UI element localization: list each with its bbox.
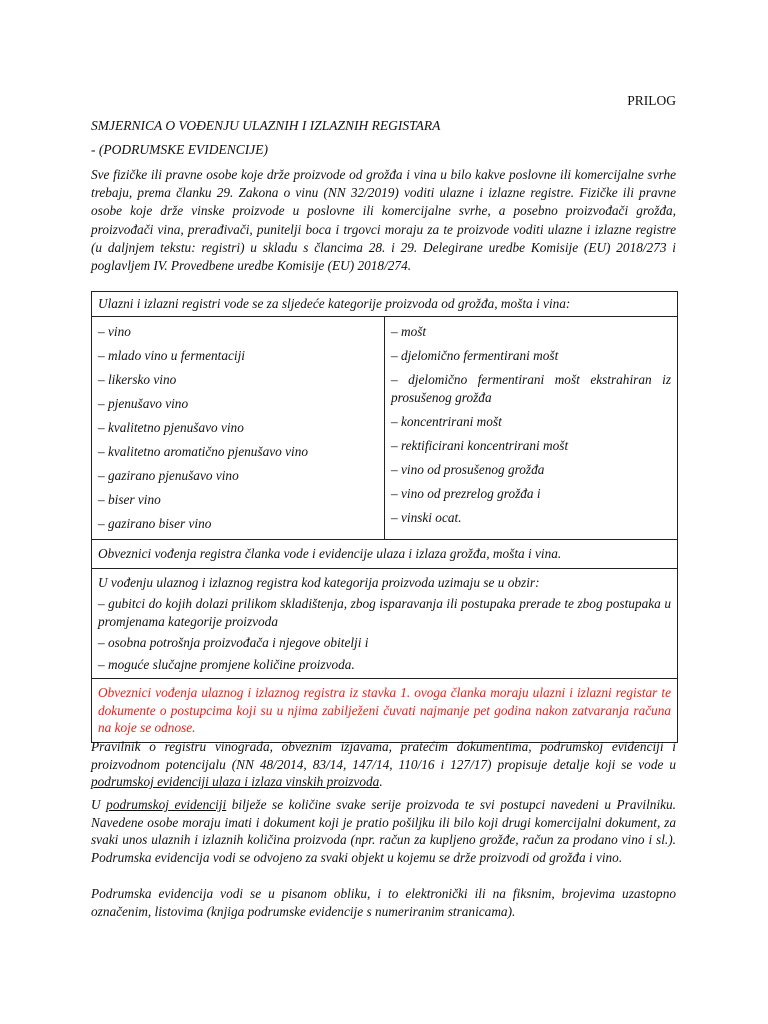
underlined-term: podrumskoj evidenciji <box>106 797 227 812</box>
paragraph-text: . <box>379 774 383 790</box>
considerations-intro: U vođenju ulaznog i izlaznog registra kod kategorija proizvoda uzimaju se u obzir: <box>98 574 540 590</box>
list-item: – vino <box>98 324 131 339</box>
list-item: – kvalitetno aromatično pjenušavo vino <box>98 444 308 459</box>
paragraph-text: U <box>91 797 107 812</box>
list-item: – likersko vino <box>98 372 177 387</box>
list-item: – vinski ocat. <box>391 510 462 525</box>
obligation-text: Obveznici vođenja registra članka vode i evidencije ulaza i izlaza grožđa, mošta i vina. <box>98 546 562 561</box>
regulation-paragraph <box>91 738 676 791</box>
document-title: SMJERNICA O VOĐENJU ULAZNIH I IZLAZNIH REGISTARA <box>91 118 441 133</box>
cellar-records-paragraph <box>91 796 676 866</box>
list-item: – vino od prosušenog grožđa <box>391 462 545 477</box>
obligation-row <box>92 540 678 569</box>
list-item: – vino od prezrelog grožđa i <box>391 486 541 501</box>
list-item: – djelomično fermentirani mošt ekstrahiran iz prosušenog grožđa <box>391 372 671 405</box>
list-item: – gubitci do kojih dolazi prilikom skladištenja, zbog isparavanja ili postupaka prerade te zbog postupaka u promjenama kategorije proizvoda <box>98 596 671 629</box>
retention-note-row <box>92 679 678 743</box>
list-item: – pjenušavo vino <box>98 396 189 411</box>
table-header: Ulazni i izlazni registri vode se za sljedeće kategorije proizvoda od grožđa, mošta i vina: <box>92 292 678 317</box>
list-item: – mošt <box>391 324 427 339</box>
right-category-list <box>385 317 678 540</box>
list-item: – kvalitetno pjenušavo vino <box>98 420 244 435</box>
list-item: – rektificirani koncentrirani mošt <box>391 438 569 453</box>
left-category-list <box>92 317 385 540</box>
paragraph-text: Pravilnik o registru vinograda, obveznim izjavama, pratećim dokumentima, podrumskoj evidenciji i proizvodnom potencijalu (NN 48/2014, 83/14, 147/14, 110/16 i 127/17) propisuje detalje koji se vode u <box>91 739 676 772</box>
underlined-term: podrumskoj evidenciji ulaza i izlaza vinskih proizvoda <box>91 774 380 790</box>
considerations-row <box>92 568 678 679</box>
intro-paragraph: Sve fizičke ili pravne osobe koje drže proizvode od grožđa i vina u bilo kakve poslovne ili komercijalne svrhe trebaju, prema članku 29. Zakona o vinu (NN 32/2019) voditi ulazne i izlazne registre. Fizičke ili pravne osobe koje drže vinske proizvode u poslovne ili komercijalne svrhe, a posebno proizvođači grožđa, proizvođači vina, prerađivači, punitelji boca i trgovci moraju za te proizvode voditi ulazne i izlazne registre (u daljnjem tekstu: registri) u skladu s člancima 28. i 29. Delegirane uredbe Komisije (EU) 2018/273 i poglavljem IV. Provedbene uredbe Komisije (EU) 2018/274. <box>91 167 676 274</box>
paragraph-text: bilježe se količine svake serije proizvoda te svi postupci navedeni u Pravilniku. Navedene osobe moraju imati i dokument koji je pratio pošiljku ili bilo koji drugi komercijalni dokument, za svaki unos ulaznih i izlaznih količina proizvoda (npr. račun za kupljeno grožđe, račun za prodano vino i sl.). Podrumska evidencija vodi se odvojeno za svaki objekt u kojemu se drže proizvodi od grožđa i vino. <box>91 797 677 865</box>
list-item: – gazirano biser vino <box>98 516 212 531</box>
list-item: – osobna potrošnja proizvođača i njegove obitelji i <box>98 635 369 650</box>
list-item: – djelomično fermentirani mošt <box>391 348 559 363</box>
document-subtitle: - (PODRUMSKE EVIDENCIJE) <box>91 142 268 157</box>
retention-note: Obveznici vođenja ulaznog i izlaznog registra iz stavka 1. ovoga članka moraju ulazni i izlazni registar te dokumente o postupcima koji su u njima zabilježeni čuvati najmanje pet godina nakon zatvaranja računa na koje se odnose. <box>98 685 671 735</box>
list-item: – gazirano pjenušavo vino <box>98 468 239 483</box>
list-item: – biser vino <box>98 492 161 507</box>
record-form-paragraph: Podrumska evidencija vodi se u pisanom obliku, i to elektronički ili na fiksnim, brojevima uzastopno označenim, listovima (knjiga podrumske evidencije s numeriranim stranicama). <box>91 886 676 919</box>
product-categories-table <box>91 291 678 743</box>
list-item: – moguće slučajne promjene količine proizvoda. <box>98 656 355 672</box>
list-item: – mlado vino u fermentaciji <box>98 348 245 363</box>
attachment-label: PRILOG <box>627 93 676 108</box>
list-item: – koncentrirani mošt <box>391 414 502 429</box>
